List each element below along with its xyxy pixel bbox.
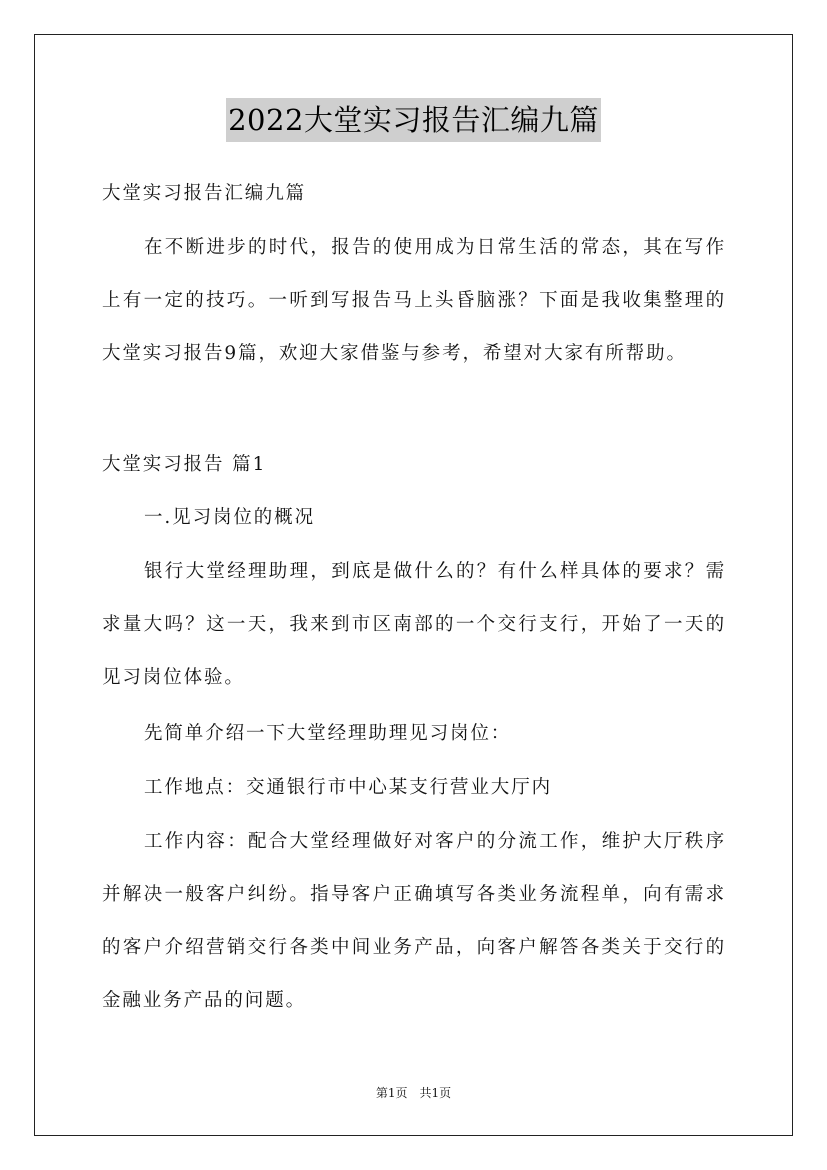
document-subtitle: 大堂实习报告汇编九篇: [102, 183, 307, 204]
paragraph-2: 先简单介绍一下大堂经理助理见习岗位：: [144, 723, 512, 744]
paragraph-3: 工作地点：交通银行市中心某支行营业大厅内: [144, 777, 553, 798]
paragraph-4: 工作内容：配合大堂经理做好对客户的分流工作，维护大厅秩序并解决一般客户纠纷。指导客户正确填写各类业务流程单，向有需求的客户介绍营销交行各类中间业务产品，向客户解答各类关于交行的金融业务产品的问题。: [102, 831, 726, 1011]
paragraph-1: 银行大堂经理助理，到底是做什么的？有什么样具体的要求？需求量大吗？这一天，我来到市区南部的一个交行支行，开始了一天的见习岗位体验。: [102, 561, 726, 688]
title-container: [0, 98, 827, 142]
section-heading: 大堂实习报告 篇1: [102, 454, 267, 475]
intro-paragraph: 在不断进步的时代，报告的使用成为日常生活的常态，其在写作上有一定的技巧。一听到写报告马上头昏脑涨？下面是我收集整理的大堂实习报告9篇，欢迎大家借鉴与参考，希望对大家有所帮助。: [102, 237, 726, 364]
page-footer: 第1页 共1页: [375, 1086, 452, 1100]
document-title: 2022大堂实习报告汇编九篇: [226, 98, 601, 142]
subheading: 一.见习岗位的概况: [144, 507, 315, 528]
